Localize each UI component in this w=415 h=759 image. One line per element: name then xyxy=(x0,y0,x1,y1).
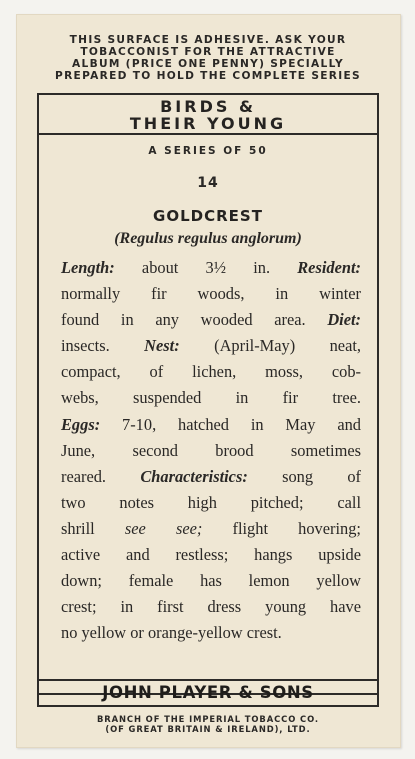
description-line: webs, suspended in fir tree. xyxy=(61,388,361,408)
nest-text: (April-May) neat, xyxy=(214,336,361,356)
characteristics-text: song of xyxy=(282,466,361,486)
description xyxy=(61,255,361,646)
length-label: Length: xyxy=(61,258,115,277)
resident-text: found in any wooded area. xyxy=(61,310,306,330)
notice-line: ALBUM (PRICE ONE PENNY) SPECIALLY xyxy=(72,58,344,70)
characteristics-text: flight hovering; xyxy=(232,518,361,538)
description-line: no yellow or orange-yellow crest. xyxy=(61,623,282,643)
description-line xyxy=(61,307,361,333)
call-sound: see see; xyxy=(124,518,203,538)
nest-label: Nest: xyxy=(144,336,180,356)
description-line xyxy=(61,333,361,359)
brand-name: JOHN PLAYER & SONS xyxy=(37,681,379,707)
description-line xyxy=(61,464,361,490)
characteristics-text: shrill xyxy=(61,518,95,538)
company-footer xyxy=(34,714,382,734)
notice-line: TOBACCONIST FOR THE ATTRACTIVE xyxy=(80,46,336,58)
eggs-label: Eggs: xyxy=(61,414,101,434)
footer-line: (OF GREAT BRITAIN & IRELAND), LTD. xyxy=(105,724,311,734)
description-line: normally fir woods, in winter xyxy=(61,284,361,304)
cigarette-card xyxy=(16,14,401,748)
description-line xyxy=(61,255,361,281)
description-line: down; female has lemon yellow xyxy=(61,571,361,591)
notice-line: PREPARED TO HOLD THE COMPLETE SERIES xyxy=(55,70,361,82)
content-panel xyxy=(37,93,379,695)
series-count: A SERIES OF 50 xyxy=(148,145,268,157)
latin-name: (Regulus regulus anglorum) xyxy=(114,230,302,247)
diet-value: insects. xyxy=(61,336,110,356)
resident-label: Resident: xyxy=(297,258,361,277)
diet-label: Diet: xyxy=(327,310,361,330)
description-line: active and restless; hangs upside xyxy=(61,545,361,565)
series-title xyxy=(39,95,377,135)
notice-line: THIS SURFACE IS ADHESIVE. ASK YOUR xyxy=(69,34,347,46)
description-line xyxy=(61,516,361,542)
footer-line: BRANCH OF THE IMPERIAL TOBACCO CO. xyxy=(96,714,319,724)
adhesive-notice xyxy=(34,34,382,82)
eggs-text: 7-10, hatched in May and xyxy=(122,414,361,434)
eggs-text: reared. xyxy=(61,466,107,486)
length-value: about 3½ in. xyxy=(141,258,271,277)
characteristics-label: Characteristics: xyxy=(140,466,248,486)
description-line: two notes high pitched; call xyxy=(61,492,361,512)
title-line: BIRDS & xyxy=(160,97,256,116)
description-line: June, second brood sometimes xyxy=(61,440,361,460)
description-line: crest; in first dress young have xyxy=(61,597,361,617)
bird-name: GOLDCREST xyxy=(153,207,263,225)
description-line xyxy=(61,412,361,438)
title-line: THEIR YOUNG xyxy=(129,114,287,133)
card-number: 14 xyxy=(197,175,219,191)
description-line: compact, of lichen, moss, cob- xyxy=(61,362,361,382)
